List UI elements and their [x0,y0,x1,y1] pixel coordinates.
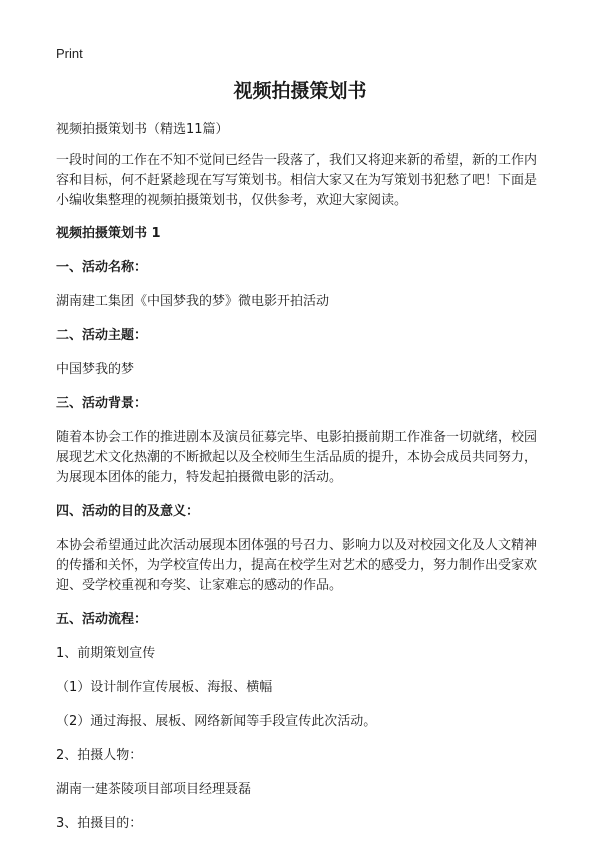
block-text-theme: 中国梦我的梦 [56,362,135,377]
block-heading-process: 五、活动流程： [56,612,148,627]
document-subtitle: 视频拍摄策划书（精选11篇） [56,122,229,137]
block-heading-theme: 二、活动主题： [56,328,148,343]
section-heading: 视频拍摄策划书 1 [56,226,161,241]
print-link[interactable]: Print [56,46,83,61]
intro-paragraph: 一段时间的工作在不知不觉间已经告一段落了，我们又将迎来新的希望，新的工作内容和目标，何不赶紧趁现在写写策划书。相信大家又在为写策划书犯愁了吧！下面是小编收集整理的视频拍摄策划书，仅供参考，欢迎大家阅读。 [56,153,538,208]
block-heading-name: 一、活动名称： [56,260,148,275]
block-text-name: 湖南建工集团《中国梦我的梦》微电影开拍活动 [56,294,330,309]
block-heading-background: 三、活动背景： [56,396,148,411]
block-text-purpose: 本协会希望通过此次活动展现本团体强的号召力、影响力以及对校园文化及人文精神的传播和关怀，为学校宣传出力，提高在校学生对艺术的感受力，努力制作出受家欢迎、受学校重视和夸奖、让家难忘的感动的作品。 [56,538,538,593]
process-item-3: 3、拍摄目的： [56,816,143,831]
process-item-2-detail: 湖南一建茶陵项目部项目经理聂磊 [56,782,252,797]
process-subitem-1: （1）设计制作宣传展板、海报、横幅 [56,680,273,695]
process-item-2: 2、拍摄人物： [56,748,143,763]
document-body [56,120,546,848]
process-subitem-2: （2）通过海报、展板、网络新闻等手段宣传此次活动。 [56,714,377,729]
block-text-background: 随着本协会工作的推进剧本及演员征募完毕、电影拍摄前期工作准备一切就绪，校园展现艺术文化热潮的不断掀起以及全校师生生活品质的提升，本协会成员共同努力，为展现本团体的能力，特发起拍摄微电影的活动。 [56,430,538,485]
process-item-1: 1、前期策划宣传 [56,646,156,661]
block-heading-purpose: 四、活动的目的及意义： [56,504,200,519]
document-title: 视频拍摄策划书 [233,80,367,102]
